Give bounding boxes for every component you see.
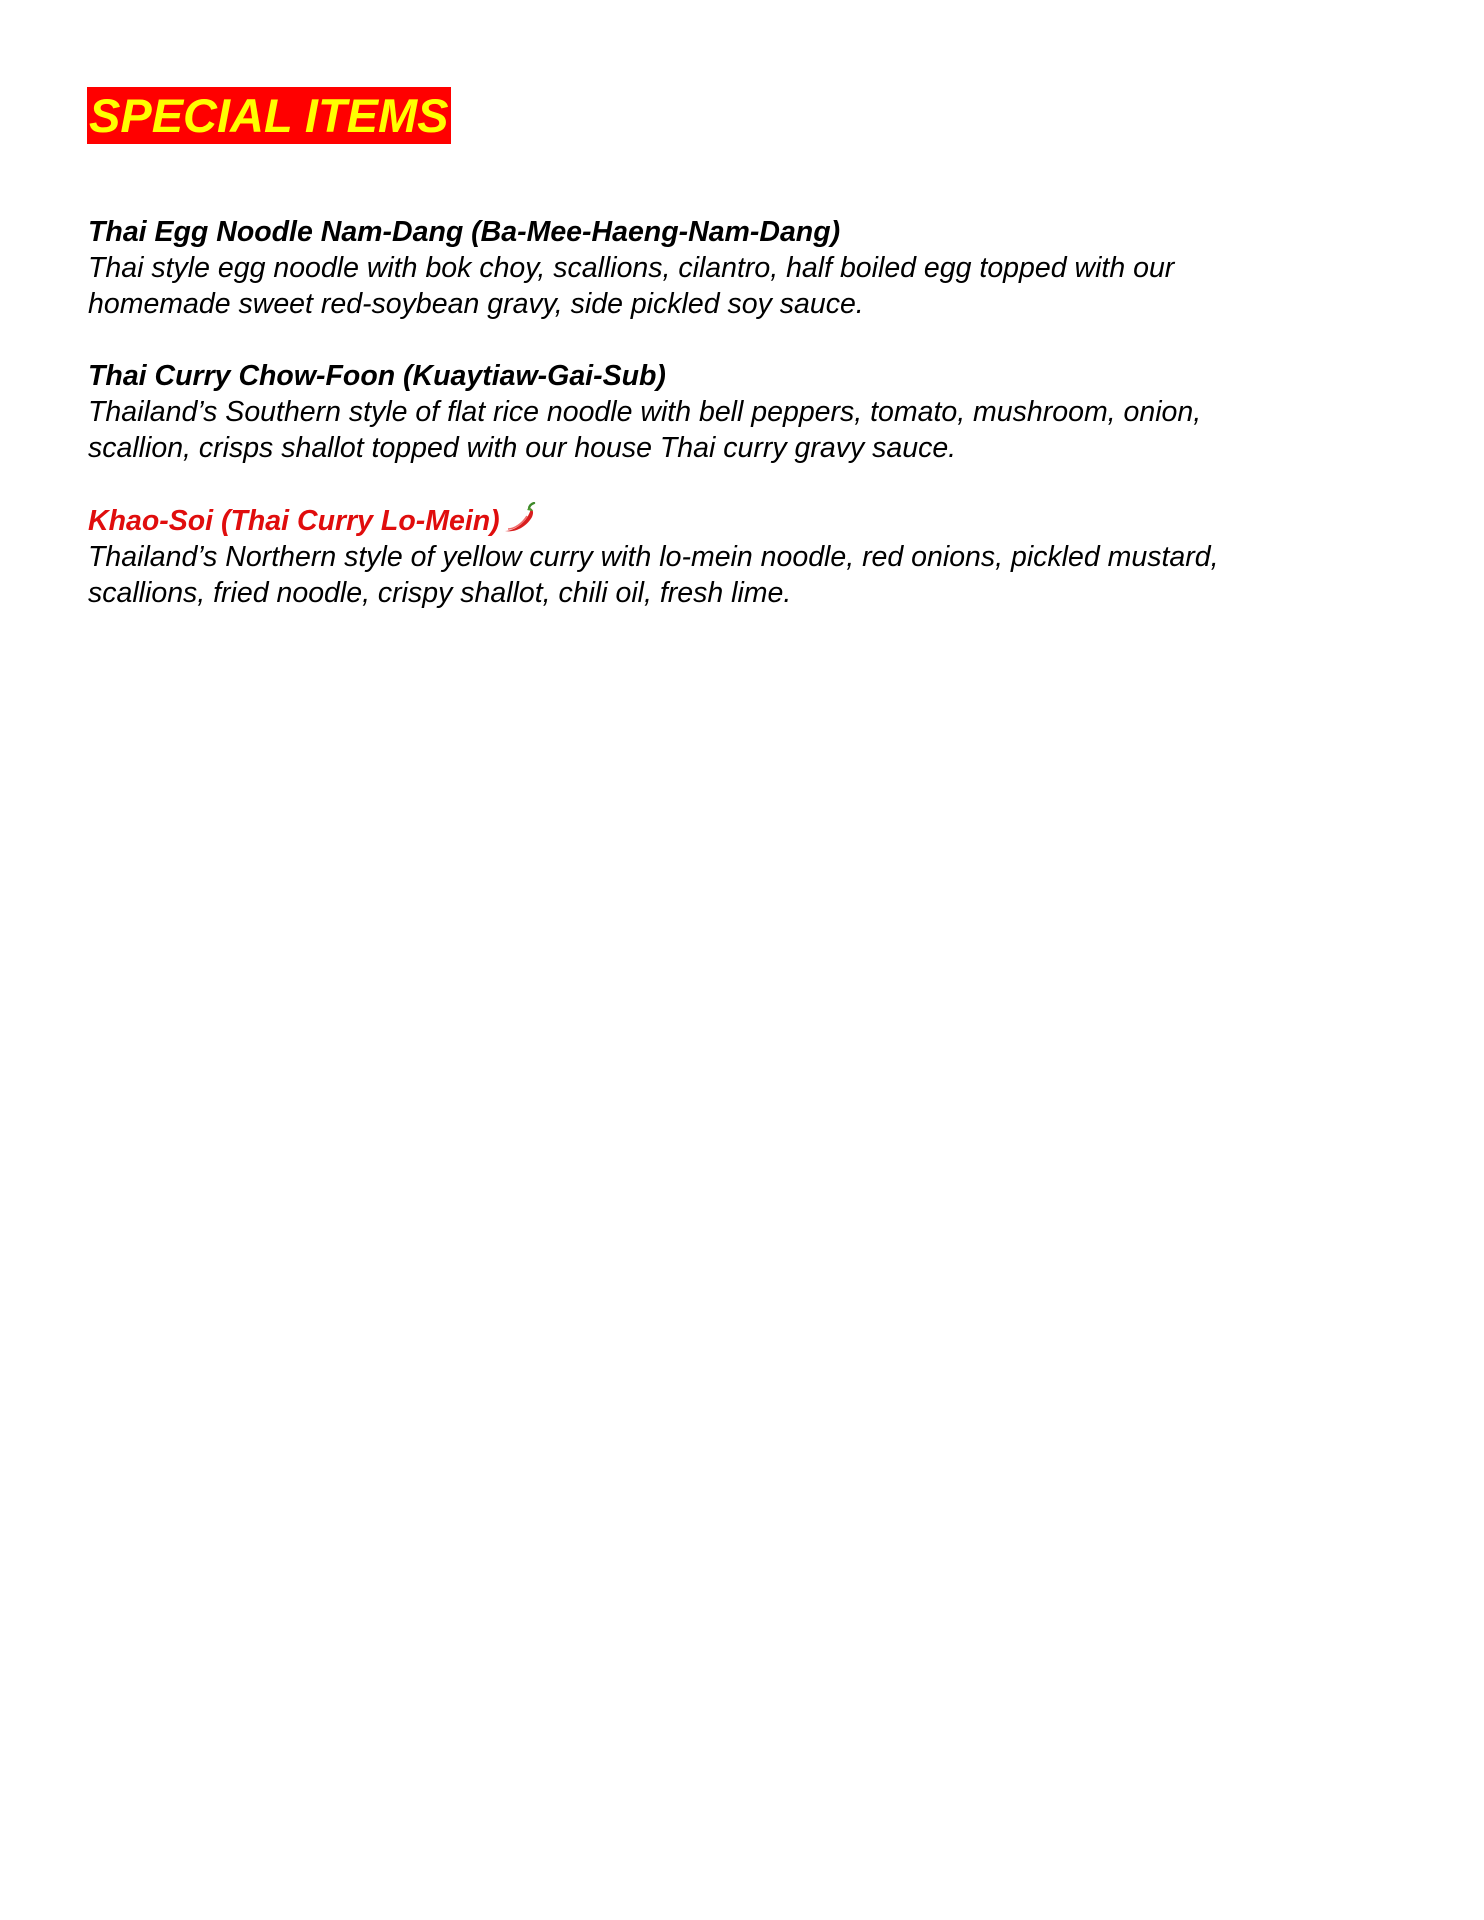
description-line: scallions, fried noodle, crispy shallot, chili oil, fresh lime.: [88, 577, 792, 609]
menu-items-list: [88, 214, 1408, 647]
menu-item: [88, 358, 1408, 466]
description-line: Thailand’s Northern style of yellow curry with lo-mein noodle, red onions, pickled mustard,: [88, 541, 1219, 573]
description-line: scallion, crisps shallot topped with our house Thai curry gravy sauce.: [88, 432, 957, 464]
menu-item-description: [88, 394, 1408, 466]
chili-pepper-icon: [502, 502, 538, 534]
description-line: Thai style egg noodle with bok choy, scallions, cilantro, half boiled egg topped with our: [88, 252, 1175, 284]
menu-item-spicy: [88, 502, 1408, 611]
menu-item-title-row: [88, 502, 1408, 539]
menu-item-title: Khao-Soi (Thai Curry Lo-Mein): [88, 505, 500, 537]
menu-item-title: Thai Curry Chow-Foon (Kuaytiaw-Gai-Sub): [88, 360, 666, 392]
page-title: SPECIAL ITEMS: [89, 89, 449, 142]
menu-item-description: [88, 539, 1408, 611]
menu-item-description: [88, 250, 1408, 322]
menu-item-title: Thai Egg Noodle Nam-Dang (Ba-Mee-Haeng-Nam-Dang): [88, 216, 841, 248]
description-line: Thailand’s Southern style of flat rice noodle with bell peppers, tomato, mushroom, onion,: [88, 396, 1202, 428]
description-line: homemade sweet red-soybean gravy, side pickled soy sauce.: [88, 288, 864, 320]
menu-item: [88, 214, 1408, 322]
